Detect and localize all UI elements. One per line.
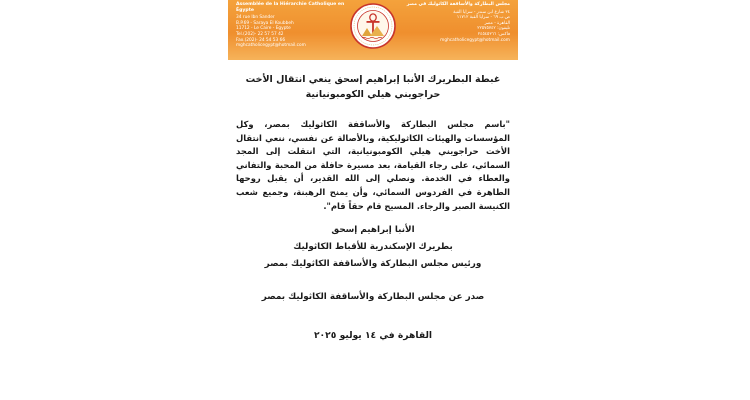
letterhead-french-line: 11712 - Le Caire - Egypte (236, 26, 291, 32)
letterhead (228, 0, 518, 60)
letterhead-arabic-line: تليفون: ٢٢٥٧٥٧٤٢ (477, 26, 510, 32)
announcement-title (236, 72, 510, 102)
letterhead-french-line: 34 rue Ibn Sander (236, 15, 275, 21)
letterhead-french-block (236, 2, 348, 58)
letterhead-arabic-line: فاكس: ٢٤٥٤٥٣٦٦ (477, 31, 510, 37)
document-page (228, 0, 518, 400)
letterhead-arabic-line: ٣٤ شارع ابن سندر - سرايا القبة (453, 9, 510, 15)
letterhead-arabic-block (398, 2, 510, 58)
dateline: القاهرة في ١٤ يوليو ٢٠٢٥ (313, 330, 433, 341)
letterhead-arabic-title: مجلس البطاركة والأساقفة الكاثوليك في مصر (406, 2, 510, 7)
letterhead-french-title: Assemblée de la Hiérarchie Catholique en Égypte (236, 2, 345, 13)
issued-by-line: صدر عن مجلس البطاركة والأساقفة الكاثوليك بمصر (261, 292, 485, 302)
letterhead-arabic-line: ص.ب ٦٩ - سرايا القبة ١١٧١٢ (456, 15, 510, 21)
letterhead-french-line: B.P.69 - Saraya El Koubbeh (236, 20, 294, 26)
letterhead-french-line: Tel.(202)- 22 57 57 42 (236, 31, 284, 37)
letterhead-arabic-line: القاهرة - مصر (484, 20, 510, 26)
letterhead-french-line: mghcatholicegypt@hotmail.com (236, 43, 306, 49)
signatory-role: ورئيس مجلس البطاركة والأساقفة الكاثوليك بمصر (264, 259, 482, 269)
title-line: غبطة البطريرك الأنبا إبراهيم إسحق ينعي انتقال الأخت (245, 74, 501, 85)
signatory-role: بطريرك الإسكندرية للأقباط الكاثوليك (293, 242, 453, 252)
assembly-seal-logo (350, 3, 396, 49)
signatory-name: الأنبا إبراهيم إسحق (331, 225, 415, 235)
letterhead-french-line: Fax.(202)- 24 54 53 66 (236, 37, 286, 43)
signature-block (236, 222, 510, 273)
title-line: حراجويني هيلي الكومبونيانية (305, 89, 441, 100)
letterhead-arabic-line: mghcatholicegypt@hotmail.com (440, 37, 510, 43)
condolence-paragraph: "باسم مجلس البطاركة والأساقفة الكاثوليك بمصر، وكل المؤسسات والهيئات الكاثوليكية، وبالأصالة عن نفسي، ننعي انتقال الأخت حراجويني هيلي الكومبونيانية، التي انتقلت إلى المجد السمائي، على رجاء القيامة، بعد مسيرة حافلة من المحبة والتفاني والعطاء في الخدمة. ونصلي إلى الله القدير، أن يقبل روحها الطاهرة في الفردوس السمائي، وأن يمنح الرهبنة، وجميع شعب الكنيسة الصبر والرجاء. المسيح قام حقاً قام". (236, 119, 510, 211)
